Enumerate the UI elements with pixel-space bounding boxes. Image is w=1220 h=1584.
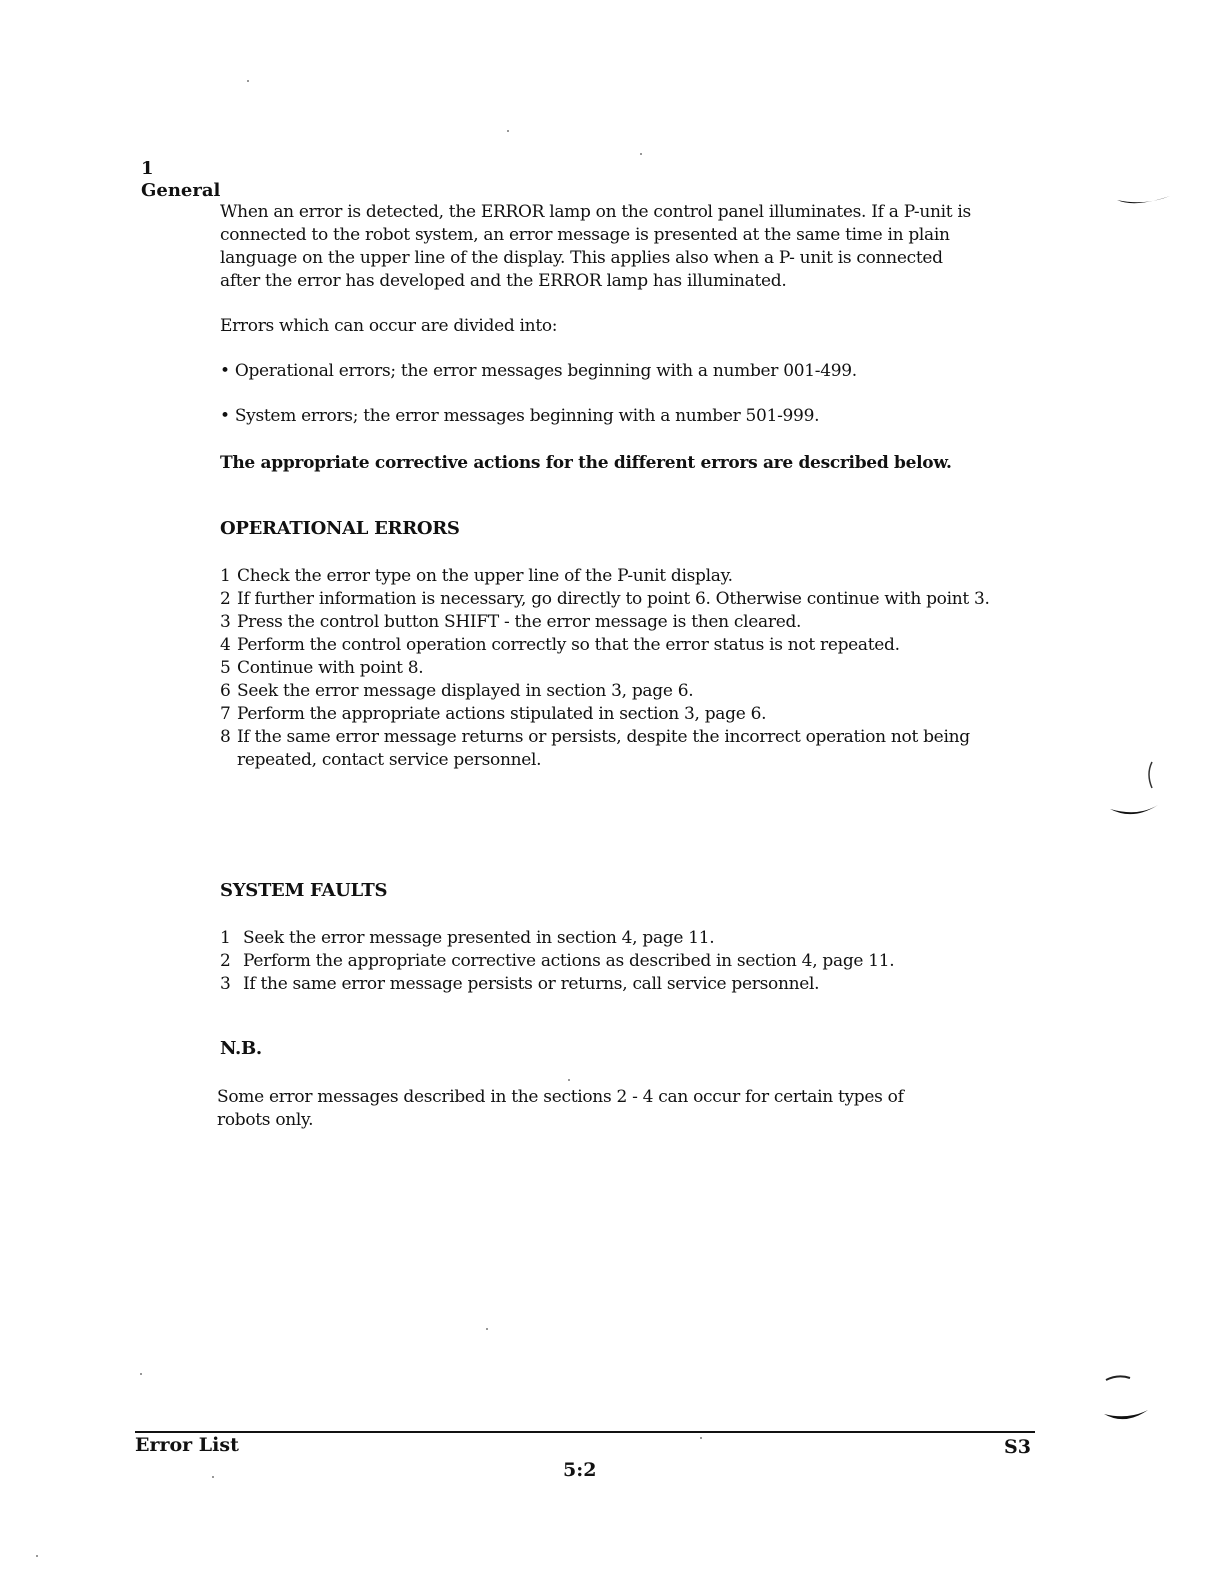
step-text: Check the error type on the upper line of the P-unit display. — [237, 566, 733, 586]
list-item — [220, 973, 1060, 996]
scan-binding-mark — [1108, 795, 1168, 825]
intro-line: after the error has developed and the ERROR lamp has illuminated. — [220, 271, 787, 291]
scan-speck — [568, 1079, 570, 1081]
list-item — [220, 611, 1050, 634]
step-number: 3 — [220, 974, 231, 994]
note-line: robots only. — [217, 1110, 314, 1130]
list-item — [220, 726, 1007, 772]
scan-speck — [247, 80, 249, 82]
step-number: 2 — [220, 951, 231, 971]
scan-speck — [640, 153, 642, 155]
scan-speck — [212, 1476, 214, 1478]
scan-speck — [140, 1373, 142, 1375]
step-text: If further information is necessary, go directly to point 6. Otherwise continue with point 3. — [237, 589, 990, 609]
intro-line: When an error is detected, the ERROR lamp on the control panel illuminates. If a P-unit is — [220, 202, 971, 222]
system-steps-list — [220, 927, 1060, 996]
step-number: 1 — [220, 928, 231, 948]
step-text: Continue with point 8. — [237, 658, 424, 678]
step-text: Seek the error message displayed in section 3, page 6. — [237, 681, 694, 701]
page-number: 5:2 — [563, 1459, 597, 1481]
step-text: Press the control button SHIFT - the error message is then cleared. — [237, 612, 802, 632]
bullet-operational: • Operational errors; the error messages beginning with a number 001-499. — [220, 361, 857, 381]
list-item — [220, 950, 1060, 973]
scan-speck — [507, 130, 509, 132]
footer-title: Error List — [135, 1434, 239, 1456]
step-number: 2 — [220, 589, 231, 609]
step-number: 7 — [220, 704, 231, 724]
step-text: Perform the appropriate corrective actions as described in section 4, page 11. — [243, 951, 895, 971]
scan-binding-mark — [1115, 192, 1175, 214]
section-number: 1 — [141, 158, 154, 179]
operational-errors-heading: OPERATIONAL ERRORS — [220, 518, 460, 539]
scan-speck — [486, 1328, 488, 1330]
list-item — [220, 927, 1060, 950]
step-number: 5 — [220, 658, 231, 678]
intro-paragraph — [220, 201, 1060, 293]
footer-rule — [135, 1431, 1035, 1433]
section-title: General — [141, 180, 221, 201]
step-number: 3 — [220, 612, 231, 632]
scan-speck — [700, 1437, 702, 1439]
operational-steps-list — [220, 565, 1050, 772]
note-line: Some error messages described in the sections 2 - 4 can occur for certain types of — [217, 1087, 904, 1107]
divided-text: Errors which can occur are divided into: — [220, 316, 558, 336]
bullet-system: • System errors; the error messages beginning with a number 501-999. — [220, 406, 820, 426]
intro-line: language on the upper line of the display. This applies also when a P- unit is connected — [220, 248, 943, 268]
note-paragraph — [217, 1086, 1057, 1132]
step-number: 8 — [220, 727, 231, 747]
scan-speck — [36, 1555, 38, 1557]
list-item — [220, 588, 1050, 611]
list-item — [220, 565, 1050, 588]
step-text: If the same error message persists or returns, call service personnel. — [243, 974, 820, 994]
step-number: 4 — [220, 635, 231, 655]
step-number: 6 — [220, 681, 231, 701]
step-number: 1 — [220, 566, 231, 586]
step-text: Seek the error message presented in section 4, page 11. — [243, 928, 715, 948]
footer-code: S3 — [1004, 1436, 1031, 1458]
intro-line: connected to the robot system, an error message is presented at the same time in plain — [220, 225, 950, 245]
closing-text: The appropriate corrective actions for the different errors are described below. — [220, 453, 952, 473]
step-text: Perform the control operation correctly so that the error status is not repeated. — [237, 635, 900, 655]
system-faults-heading: SYSTEM FAULTS — [220, 880, 388, 901]
list-item — [220, 703, 1050, 726]
step-text: If the same error message returns or persists, despite the incorrect operation not being repeated, contact service personnel. — [237, 727, 970, 770]
step-text: Perform the appropriate actions stipulated in section 3, page 6. — [237, 704, 767, 724]
list-item — [220, 634, 1050, 657]
note-heading: N.B. — [220, 1038, 262, 1059]
list-item — [220, 657, 1050, 680]
scan-binding-mark — [1138, 760, 1158, 790]
list-item — [220, 680, 1050, 703]
scan-binding-mark — [1100, 1372, 1160, 1432]
